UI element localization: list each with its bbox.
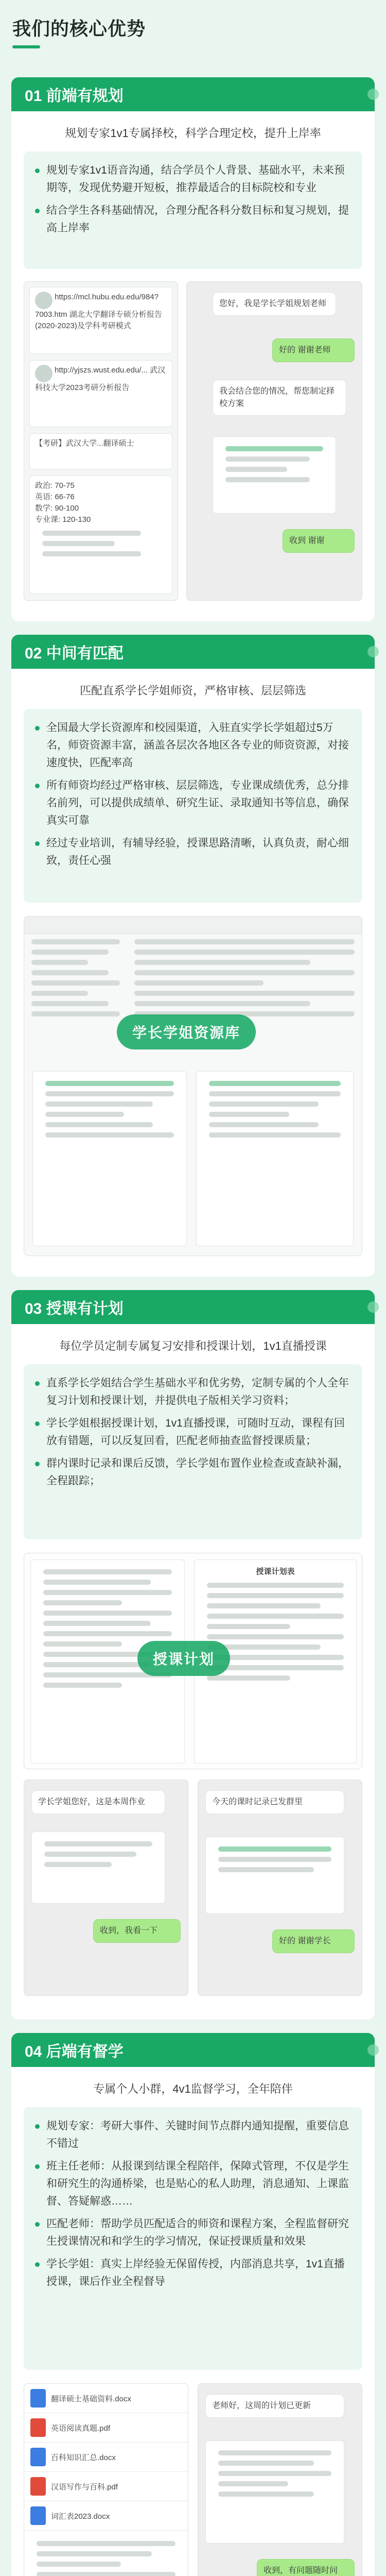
bullet: 规划专家：考研大事件、关键时间节点群内通知提醒，重要信息不错过 [46, 2117, 350, 2153]
score-line: 数学: 90-100 [35, 504, 79, 513]
chat-image-card [213, 436, 336, 514]
section-3-body [11, 1324, 375, 2020]
section-1-title: 01 前端有规划 [25, 88, 124, 105]
bullet: 群内课时记录和课后反馈，学长学姐布置作业检查或查缺补漏，全程跟踪； [46, 1455, 350, 1490]
bullet: 班主任老师：从报课到结课全程陪伴，保障式管理，不仅是学生和研究生的沟通桥梁，也是贴心的私人助理，消息通知、上课监督、答疑解惑…… [46, 2158, 350, 2210]
section-2-header [11, 635, 375, 669]
section-1-intro: 规划专家1v1专属择校，科学合理定校，提升上岸率 [65, 127, 321, 140]
section-1-body [11, 111, 375, 621]
tutor-profile-card [196, 1071, 354, 1246]
avatar [35, 365, 52, 382]
pdf-file-icon [30, 2477, 46, 2496]
section-2-bullets [24, 709, 362, 903]
tutor-database-screenshot [24, 916, 362, 1256]
score-line: 政治: 70-75 [35, 481, 75, 490]
chat-bubble: 我会结合您的情况，帮您制定择校方案 [213, 380, 346, 416]
pdf-file-icon [30, 2418, 46, 2437]
bullet: 所有师资均经过严格审核、层层筛选，专业课成绩优秀，总分排名前列，可以提供成绩单、研究生证、录取通知书等信息，确保真实可靠 [46, 777, 350, 829]
word-file-icon [30, 2448, 46, 2466]
chat-image-card [31, 1832, 165, 1904]
chat-file-card [205, 2441, 344, 2544]
bullet: 学长学姐根据授课计划，1v1直播授课，可随时互动，课程有回放有错题，可以反复回看，匹配老师抽查监督授课质量； [46, 1415, 350, 1450]
file-item[interactable] [24, 2501, 188, 2531]
section-4-bullets [24, 2107, 362, 2370]
chat-bubble: 收到 谢谢 [283, 529, 355, 553]
section-4-body [11, 2067, 375, 2576]
lesson-plan-stamp: 授课计划 [137, 1641, 230, 1676]
planning-chat-screenshot [186, 281, 362, 601]
bullet: 匹配老师：帮助学员匹配适合的师资和课程方案，全程监督研究生授课情况和和学生的学习情况，保证授课质量和效果 [46, 2215, 350, 2250]
chat-image-card [205, 1837, 344, 1914]
section-3-intro: 每位学员定制专属复习安排和授课计划，1v1直播授课 [59, 1340, 327, 1352]
chat-bubble: 好的 谢谢学长 [272, 1929, 355, 1953]
section-1-bullets [24, 151, 362, 269]
chat-bubble: 学长学姐您好，这是本周作业 [31, 1790, 165, 1814]
supervision-chat-screenshot [198, 2383, 362, 2576]
word-file-icon [30, 2389, 46, 2408]
bullet: 直系学长学姐结合学生基础水平和优劣势，定制专属的个人全年复习计划和授课计划，并提供电子版相关学习资料； [46, 1375, 350, 1410]
file-name: 词汇表2023.docx [51, 2512, 110, 2521]
decor-dot [367, 1301, 379, 1313]
word-file-icon [30, 2506, 46, 2525]
decor-dot [367, 646, 379, 657]
file-item[interactable] [24, 2384, 188, 2413]
file-name: 翻译硕士基础资料.docx [51, 2394, 131, 2403]
chat-bubble: 收到，我看一下 [93, 1919, 181, 1943]
section-3-title: 03 授课有计划 [25, 1300, 124, 1317]
section-1-header [11, 77, 375, 111]
file-name: 英语阅读真题.pdf [51, 2424, 111, 2433]
feedback-chat-screenshot [198, 1780, 362, 1996]
bullet: 全国最大学长资源库和校园渠道，入驻直实学长学姐超过5万名，师资资源丰富，涵盖各层次各地区各专业的师资资源，对接速度快，匹配率高 [46, 719, 350, 772]
section-2-body [11, 669, 375, 1277]
tutor-profile-card [32, 1071, 187, 1246]
section-4-header [11, 2033, 375, 2067]
homework-chat-screenshot [24, 1780, 188, 1996]
decor-dot [367, 2044, 379, 2056]
tutor-database-stamp: 学长学姐资源库 [117, 1014, 256, 1049]
bullet: 规划专家1v1语音沟通，结合学员个人背景、基础水平，未来预期等，发现优势避开短板，推荐最适合的目标院校和专业 [46, 162, 350, 197]
study-files-screenshot [24, 2383, 188, 2576]
chat-bubble: 收到，有问题随时问 [257, 2559, 355, 2576]
lesson-plan-screenshot [24, 1553, 362, 1769]
section-3-header [11, 1290, 375, 1324]
report-link-text: https://mcl.hubu.edu.edu/984?7003.htm 湖北大学翻译专硕分析报告 (2020-2023)及学科考研模式 [35, 293, 162, 330]
report-link-card [29, 433, 172, 469]
bullet: 学长学姐：真实上岸经验无保留传授，内部消息共享，1v1直播授课，课后作业全程督导 [46, 2256, 350, 2291]
bullet: 经过专业培训，有辅导经验，授课思路清晰，认真负责，耐心细致，责任心强 [46, 835, 350, 870]
chat-bubble: 老师好，这周的计划已更新 [205, 2394, 344, 2418]
chat-bubble: 今天的课时记录已发群里 [205, 1790, 344, 1814]
decor-dot [367, 89, 379, 100]
section-4-title: 04 后端有督学 [25, 2043, 124, 2060]
report-link-card [29, 360, 172, 427]
bullet: 结合学生各科基础情况，合理分配各科分数目标和复习规划，提高上岸率 [46, 202, 350, 237]
page-title: 我们的核心优势 [12, 18, 146, 39]
chat-bubble: 您好，我是学长学姐规划老师 [213, 292, 336, 316]
report-link-card [29, 287, 172, 354]
title-underline [12, 45, 40, 48]
section-2-intro: 匹配直系学长学姐师资，严格审核、层层筛选 [79, 684, 306, 697]
section-2-title: 02 中间有匹配 [25, 645, 124, 662]
score-target-card [29, 476, 172, 594]
section-4-intro: 专属个人小群，4v1监督学习，全年陪伴 [93, 2082, 293, 2095]
score-line: 专业课: 120-130 [35, 515, 91, 524]
file-name: 百科知识汇总.docx [51, 2453, 116, 2462]
file-item[interactable] [24, 2472, 188, 2501]
file-item[interactable] [24, 2413, 188, 2443]
score-line: 英语: 66-76 [35, 493, 75, 501]
file-name: 汉语写作与百科.pdf [51, 2482, 118, 2492]
file-item[interactable] [24, 2443, 188, 2472]
planning-report-screenshot [24, 281, 178, 601]
report-link-text: http://yjszs.wust.edu.edu/... 武汉科技大学2023考研分析报告 [35, 366, 166, 392]
report-link-text: 【考研】武汉大学...翻译硕士 [35, 439, 134, 448]
lesson-plan-title: 授课计划表 [256, 1567, 295, 1576]
section-3-bullets [24, 1364, 362, 1539]
chat-bubble: 好的 谢谢老师 [272, 338, 355, 362]
avatar [35, 292, 52, 309]
